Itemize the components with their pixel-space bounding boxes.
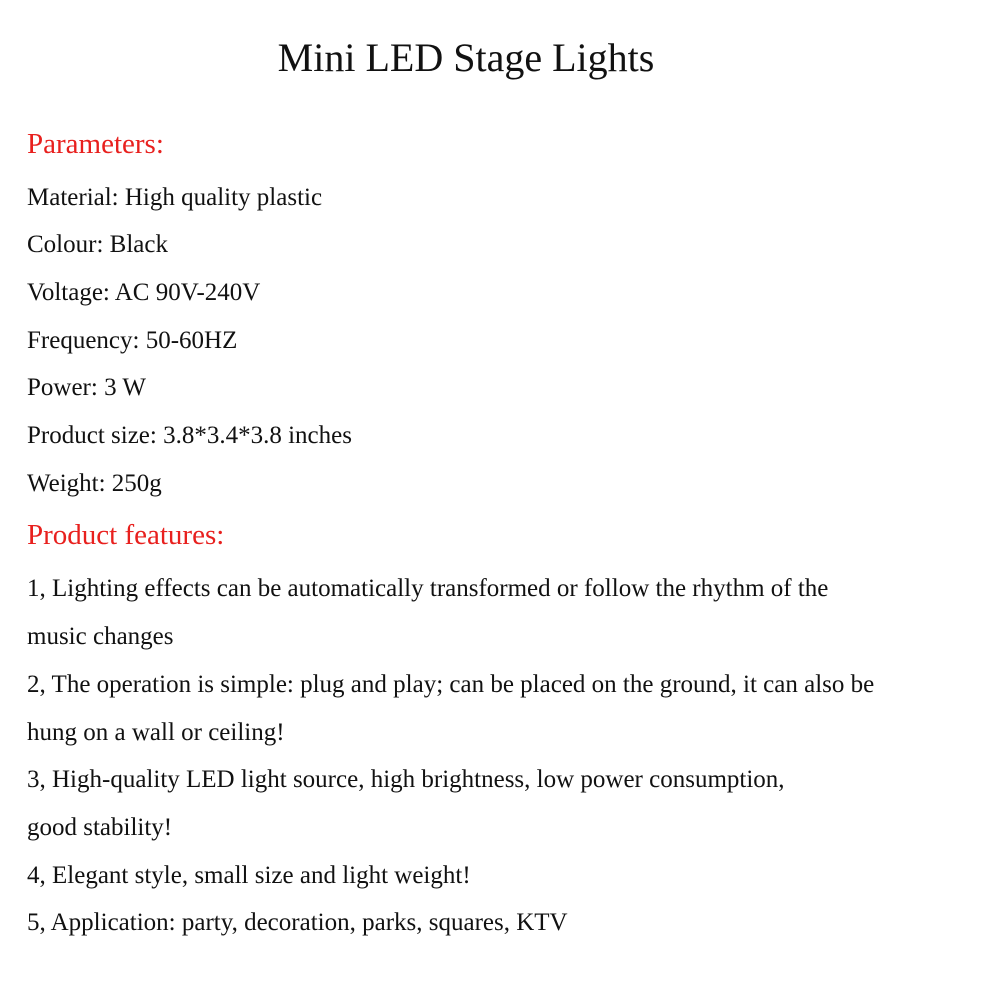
feature-2-line-1: 2, The operation is simple: plug and play; can be placed on the ground, it can also be (27, 671, 875, 698)
feature-4-line-1: 4, Elegant style, small size and light weight! (27, 862, 471, 889)
parameters-heading: Parameters: (27, 128, 164, 160)
feature-1-line-1: 1, Lighting effects can be automatically transformed or follow the rhythm of the (27, 575, 829, 602)
feature-3-line-1: 3, High-quality LED light source, high brightness, low power consumption, (27, 766, 785, 793)
parameter-material: Material: High quality plastic (27, 184, 323, 211)
feature-5-line-1: 5, Application: party, decoration, parks, squares, KTV (27, 909, 568, 936)
feature-1-line-2: music changes (27, 623, 174, 650)
parameter-power: Power: 3 W (27, 374, 146, 401)
features-heading: Product features: (27, 519, 225, 551)
feature-2-line-2: hung on a wall or ceiling! (27, 719, 285, 746)
parameter-product-size: Product size: 3.8*3.4*3.8 inches (27, 422, 352, 449)
page-title: Mini LED Stage Lights (277, 35, 655, 80)
parameter-colour: Colour: Black (27, 231, 168, 258)
feature-3-line-2: good stability! (27, 814, 173, 841)
parameter-frequency: Frequency: 50-60HZ (27, 327, 238, 354)
parameter-weight: Weight: 250g (27, 470, 162, 497)
parameter-voltage: Voltage: AC 90V-240V (27, 279, 261, 306)
